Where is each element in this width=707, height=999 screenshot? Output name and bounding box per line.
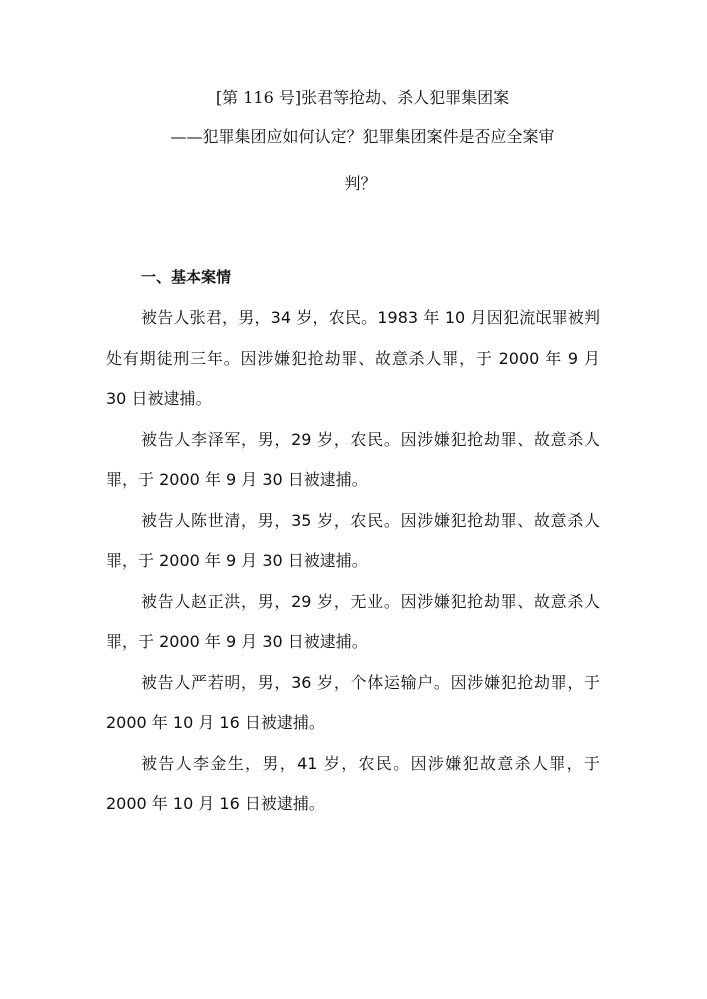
paragraph-defendant-4: 被告人赵正洪，男，29 岁，无业。因涉嫌犯抢劫罪、故意杀人罪，于 2000 年 9 月 30 日被逮捕。	[106, 591, 600, 651]
title-question-end: 判？	[344, 174, 377, 193]
title-question: ——犯罪集团应如何认定？犯罪集团案件是否应全案审	[170, 127, 555, 146]
section-heading: 一、基本案情	[141, 268, 232, 286]
paragraph-defendant-2: 被告人李泽军，男，29 岁，农民。因涉嫌犯抢劫罪、故意杀人罪，于 2000 年 9 月 30 日被逮捕。	[106, 429, 600, 489]
paragraph-defendant-6: 被告人李金生，男，41 岁，农民。因涉嫌犯故意杀人罪，于 2000 年 10 月 16 日被逮捕。	[106, 753, 600, 813]
paragraph-defendant-3: 被告人陈世清，男，35 岁，农民。因涉嫌犯抢劫罪、故意杀人罪，于 2000 年 9 月 30 日被逮捕。	[106, 510, 600, 570]
document-title	[0, 84, 707, 198]
document-body	[106, 298, 600, 825]
paragraph-defendant-1: 被告人张君，男，34 岁，农民。1983 年 10 月因犯流氓罪被判处有期徒刑三年。因涉嫌犯抢劫罪、故意杀人罪，于 2000 年 9 月 30 日被逮捕。	[106, 308, 600, 408]
title-case-name: [第 116 号]张君等抢劫、杀人犯罪集团案	[215, 88, 510, 107]
paragraph-defendant-5: 被告人严若明，男，36 岁，个体运输户。因涉嫌犯抢劫罪，于 2000 年 10 月 16 日被逮捕。	[106, 672, 600, 732]
